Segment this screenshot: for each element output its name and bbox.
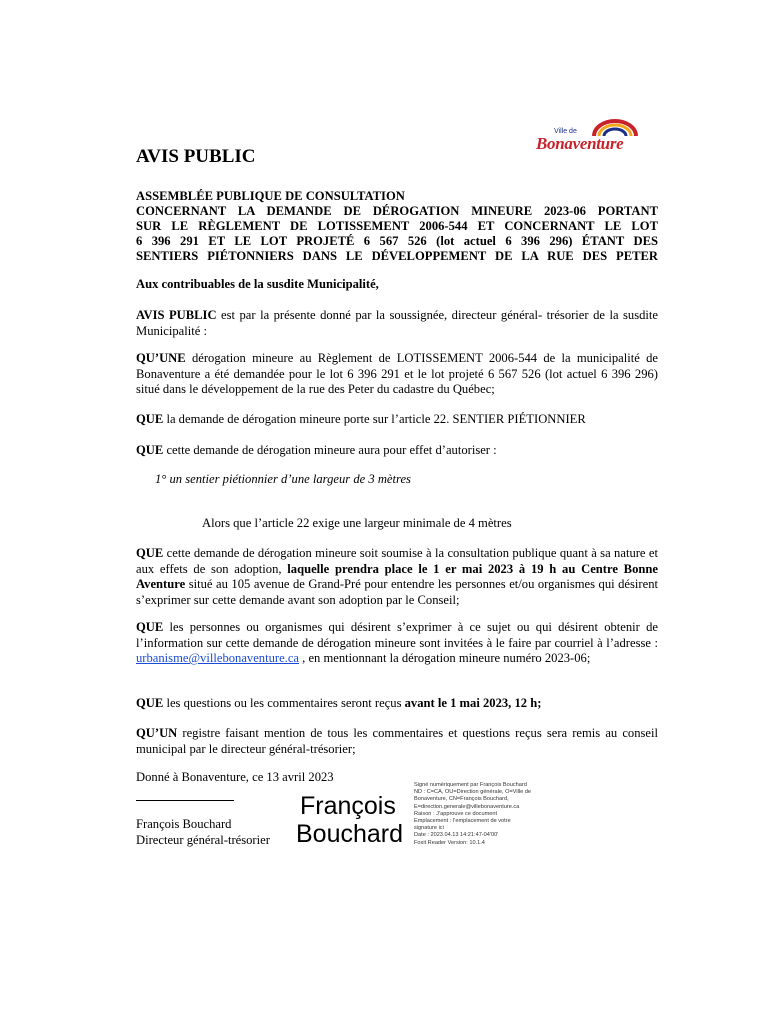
salutation: Aux contribuables de la susdite Municipalité, [136, 277, 379, 291]
paragraph-consultation [136, 546, 658, 608]
paragraph-lead: QU’UN [136, 726, 178, 740]
digital-signature-last: Bouchard [296, 820, 404, 848]
paragraph-text: les questions ou les commentaires seront reçus [163, 696, 405, 710]
paragraph-deadline [136, 696, 658, 712]
paragraph-text: dérogation mineure au Règlement de LOTISSEMENT 2006-544 de la municipalité de Bonaventure a été demandée pour le lot 6 396 291 et le lot projeté 6 567 526 (lot actuel 6 396 296) situé dans le développement de la rue des Peter du cadastre du Québec; [136, 351, 658, 397]
paragraph-lead: QUE [136, 546, 164, 560]
paragraph-lead: QU’UNE [136, 351, 186, 365]
given-date: Donné à Bonaventure, ce 13 avril 2023 [136, 770, 334, 784]
logo-ville-text: Ville de [554, 128, 577, 135]
paragraph-registre [136, 726, 658, 757]
paragraph-lead: QUE [136, 412, 164, 426]
list-item-1: 1° un sentier piétionnier d’une largeur de 3 mètres [155, 472, 411, 486]
paragraph-article [136, 412, 658, 428]
signature-detail-line: Foxit Reader Version: 10.1.4 [414, 839, 485, 846]
logo-name-text: Bonaventure [536, 134, 624, 153]
bonaventure-logo [536, 118, 644, 160]
signature-detail-line: Raison : J’approuve ce document [414, 810, 498, 817]
paragraph-text: registre faisant mention de tous les commentaires et questions reçus sera remis au conseil municipal par le directeur général-trésorier; [136, 726, 658, 756]
paragraph-text: cette demande de dérogation mineure aura pour effet d’autoriser : [163, 443, 497, 457]
paragraph-contact [136, 620, 658, 667]
signature-detail-line: Signé numériquement par François Bouchard [414, 782, 527, 788]
paragraph-text: la demande de dérogation mineure porte sur l’article 22. SENTIER PIÉTIONNIER [163, 412, 586, 426]
paragraph-lead: AVIS PUBLIC [136, 308, 217, 322]
signature-detail-line: Bonaventure, CN=François Bouchard, [414, 796, 509, 803]
deadline-date: avant le 1 mai 2023, 12 h; [404, 696, 542, 710]
paragraph-lead: QUE [136, 696, 164, 710]
notice-heading [136, 189, 658, 264]
page-title: AVIS PUBLIC [136, 146, 256, 167]
heading-line: 6 396 291 ET LE LOT PROJETÉ 6 567 526 (lot actuel 6 396 296) ÉTANT DES [136, 234, 658, 248]
paragraph-effet [136, 443, 658, 459]
digital-signature-name[interactable] [296, 792, 403, 848]
article-requirement: Alors que l’article 22 exige une largeur minimale de 4 mètres [202, 516, 512, 530]
paragraph-text: les personnes ou organismes qui désirent s’exprimer à ce sujet ou qui désirent obtenir de l’information sur cette demande de dérogation mineure sont invitées à le faire par courriel à l’adresse : [136, 620, 658, 650]
heading-line: CONCERNANT LA DEMANDE DE DÉROGATION MINEURE 2023-06 PORTANT [136, 204, 658, 218]
heading-line: SUR LE RÈGLEMENT DE LOTISSEMENT 2006-544 ET CONCERNANT LE LOT [136, 219, 658, 233]
digital-signature-first: François [300, 792, 396, 820]
meeting-details: laquelle prendra place le 1 er mai 2023 à 19 h au Centre Bonne Aventure [136, 561, 658, 592]
signatory-role: Directeur général-trésorier [136, 833, 270, 847]
paragraph-text: cette demande de dérogation mineure soit soumise à la consultation publique quant à sa nature et aux effets de son adoption, [136, 546, 658, 576]
paragraph-lead: QUE [136, 443, 164, 457]
signature-line [136, 800, 234, 801]
signature-detail-line: signature ici [414, 825, 444, 832]
signatory-block [136, 816, 270, 848]
email-link[interactable]: urbanisme@villebonaventure.ca [136, 651, 300, 666]
paragraph-avis-public [136, 308, 658, 339]
paragraph-text: situé au 105 avenue de Grand-Pré pour entendre les personnes et/ou organismes qui désirent s’exprimer sur cette demande avant son adoption par le Conseil; [136, 577, 658, 607]
signature-detail-line: ND : C=CA, OU=Direction générale, O=Ville de [414, 789, 531, 796]
paragraph-lead: QUE [136, 620, 164, 634]
heading-line: SENTIERS PIÉTONNIERS DANS LE DÉVELOPPEMENT DE LA RUE DES PETER [136, 249, 658, 263]
heading-line: ASSEMBLÉE PUBLIQUE DE CONSULTATION [136, 189, 405, 203]
signatory-name: François Bouchard [136, 817, 232, 831]
paragraph-derogation [136, 351, 658, 398]
paragraph-text: , en mentionnant la dérogation mineure numéro 2023-06; [299, 651, 591, 666]
signature-detail-line: Emplacement : l’emplacement de votre [414, 818, 511, 825]
signature-detail-line: Date : 2023.04.13 14:21:47-04'00' [414, 832, 499, 839]
signature-detail-line: E=direction.generale@villebonaventure.ca [414, 803, 520, 810]
digital-signature-details [414, 782, 554, 847]
paragraph-text: est par la présente donné par la soussignée, directeur général- trésorier de la susdite Municipalité : [136, 308, 658, 338]
